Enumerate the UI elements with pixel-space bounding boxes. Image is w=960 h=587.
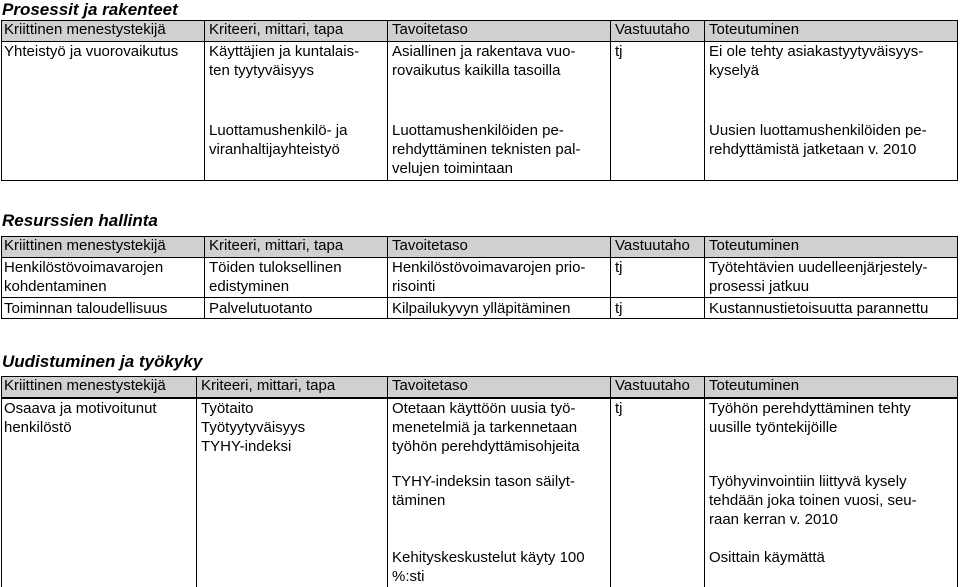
column-header: Vastuutaho (615, 237, 690, 254)
table-cell-text: Otetaan käyttöön uusia työ- (392, 400, 576, 417)
table-grid-line (957, 376, 958, 587)
table-cell-text: Osaava ja motivoitunut (4, 400, 157, 417)
table-cell-text: tj (615, 259, 623, 276)
column-header: Vastuutaho (615, 377, 690, 394)
table-cell-text: rehdyttämistä jatketaan v. 2010 (709, 141, 917, 158)
table-cell-text: Työtehtävien uudelleenjärjestely- (709, 259, 928, 276)
table-cell-text: Työtaito (201, 400, 254, 417)
table-cell-text: Kilpailukyvyn ylläpitäminen (392, 300, 571, 317)
table-cell-text: kyselyä (709, 62, 760, 79)
table-cell-text: Työhön perehdyttäminen tehty (709, 400, 911, 417)
column-header: Tavoitetaso (392, 237, 468, 254)
column-header: Vastuutaho (615, 21, 690, 38)
table-grid-line (387, 236, 388, 318)
table-cell-text: Toiminnan taloudellisuus (4, 300, 168, 317)
table-cell-text: TYHY-indeksin tason säilyt- (392, 473, 575, 490)
table-grid-line (610, 20, 611, 180)
table-cell-text: risointi (392, 278, 436, 295)
column-header: Tavoitetaso (392, 377, 468, 394)
table-cell-text: %:sti (392, 568, 425, 585)
table-cell-text: Henkilöstövoimavarojen (4, 259, 164, 276)
table-cell-text: Käyttäjien ja kuntalais- (209, 43, 360, 60)
table-cell-text: Yhteistyö ja vuorovaikutus (4, 43, 179, 60)
section-title: Prosessit ja rakenteet (2, 0, 178, 19)
column-header: Kriteeri, mittari, tapa (209, 237, 344, 254)
column-header: Kriittinen menestystekijä (4, 21, 166, 38)
section-title: Resurssien hallinta (2, 211, 158, 230)
table-cell-text: viranhaltijayhteistyö (209, 141, 340, 158)
column-header: Kriittinen menestystekijä (4, 237, 166, 254)
table-cell-text: tehdään joka toinen vuosi, seu- (709, 492, 917, 509)
table-grid-line (1, 376, 2, 587)
table-cell-text: Luottamushenkilö- ja (209, 122, 348, 139)
column-header: Toteutuminen (709, 377, 800, 394)
table-cell-text: velujen toimintaan (392, 160, 513, 177)
table-cell-text: tj (615, 400, 623, 417)
table-grid-line (704, 236, 705, 318)
table-cell-text: Töiden tuloksellinen (209, 259, 342, 276)
table-grid-line (957, 236, 958, 318)
table-cell-text: prosessi jatkuu (709, 278, 810, 295)
table-grid-line (1, 20, 2, 180)
table-grid-line (1, 236, 2, 318)
table-cell-text: TYHY-indeksi (201, 438, 292, 455)
table-cell-text: ten tyytyväisyys (209, 62, 315, 79)
table-grid-line (204, 20, 205, 180)
table-cell-text: henkilöstö (4, 419, 72, 436)
table-grid-line (1, 297, 958, 298)
table-grid-line (196, 376, 197, 587)
table-cell-text: Luottamushenkilöiden pe- (392, 122, 564, 139)
table-cell-text: Asiallinen ja rakentava vuo- (392, 43, 576, 60)
table-grid-line (1, 318, 958, 319)
table-cell-text: raan kerran v. 2010 (709, 511, 838, 528)
table-cell-text: kohdentaminen (4, 278, 107, 295)
table-cell-text: täminen (392, 492, 446, 509)
table-grid-line (204, 236, 205, 318)
table-cell-text: tj (615, 300, 623, 317)
table-cell-text: Kustannustietoisuutta parannettu (709, 300, 929, 317)
section-title: Uudistuminen ja työkyky (2, 352, 203, 371)
table-grid-line (610, 236, 611, 318)
column-header: Toteutuminen (709, 237, 800, 254)
table-grid-line (704, 376, 705, 587)
column-header: Kriteeri, mittari, tapa (209, 21, 344, 38)
table-cell-text: Palvelutuotanto (209, 300, 313, 317)
table-cell-text: Uusien luottamushenkilöiden pe- (709, 122, 927, 139)
table-cell-text: rehdyttäminen teknisten pal- (392, 141, 581, 158)
table-grid-line (957, 20, 958, 180)
table-cell-text: Työtyytyväisyys (201, 419, 306, 436)
table-cell-text: Osittain käymättä (709, 549, 825, 566)
table-grid-line (387, 376, 388, 587)
table-grid-line (704, 20, 705, 180)
table-grid-line (1, 180, 958, 181)
column-header: Kriittinen menestystekijä (4, 377, 166, 394)
column-header: Kriteeri, mittari, tapa (201, 377, 336, 394)
table-grid-line (387, 20, 388, 180)
table-cell-text: rovaikutus kaikilla tasoilla (392, 62, 561, 79)
table-cell-text: tj (615, 43, 623, 60)
table-cell-text: Työhyvinvointiin liittyvä kysely (709, 473, 907, 490)
table-cell-text: Kehityskeskustelut käyty 100 (392, 549, 585, 566)
table-cell-text: työhön perehdyttämisohjeita (392, 438, 580, 455)
column-header: Tavoitetaso (392, 21, 468, 38)
column-header: Toteutuminen (709, 21, 800, 38)
table-cell-text: Ei ole tehty asiakastyytyväisyys- (709, 43, 924, 60)
table-cell-text: Henkilöstövoimavarojen prio- (392, 259, 586, 276)
table-grid-line (610, 376, 611, 587)
table-cell-text: menetelmiä ja tarkennetaan (392, 419, 578, 436)
table-cell-text: uusille työntekijöille (709, 419, 838, 436)
table-cell-text: edistyminen (209, 278, 290, 295)
